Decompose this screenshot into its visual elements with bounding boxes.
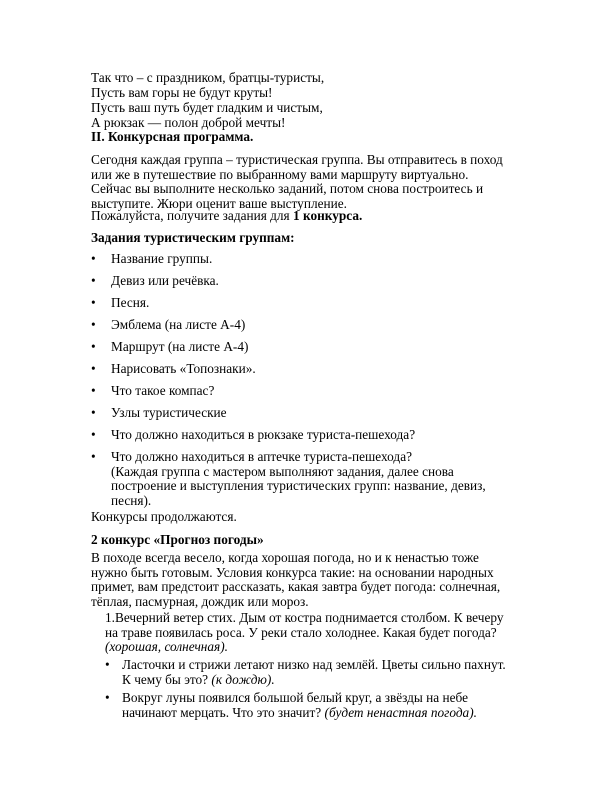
bullet-icon: • [91,339,96,354]
bullet-icon: • [91,405,96,420]
contest2-heading: 2 конкурс «Прогноз погоды» [91,532,264,547]
task-note: (Каждая группа с мастером выполняют задания, далее снова построение и выступления туристических групп: название, девиз, песня). [111,463,486,508]
section-heading: II. Конкурсная программа. [91,129,254,144]
answer-text: (будет ненастная погода). [324,704,477,720]
bullet-icon: • [91,383,96,398]
bullet-icon: • [105,657,110,672]
bullet-icon: • [91,273,96,288]
bullet-icon: • [91,317,96,332]
bullet-icon: • [91,295,96,310]
bullet-icon: • [91,251,96,266]
poem-line: Пусть вам горы не будут круты! [91,85,273,100]
poem [91,70,324,130]
get-tasks-line [91,208,362,224]
bullet-icon: • [91,449,96,464]
answer-text: (к дождю). [211,671,275,687]
bullet-icon: • [91,361,96,376]
answer-text: (хорошая, солнечная). [105,639,228,654]
document-page: Так что – с праздником, братцы-туристы, Пусть вам горы не будут круты! Пусть ваш путь будет гладким и чистым, А рюкзак — полон доброй мечты! II. Конкурсная программа. Сегодня каждая группа – туристическая группа. Вы отправитесь в поход или же в путешествие по выбранному вами маршруту виртуально. Сейчас вы выполните несколько заданий, потом снова построитесь и выступите. Жюри оценит ваше выступление. Пожалуйста, получите задания для 1 конкурса. Задания туристическим группам: • Название группы. • Девиз или речёвка. • Песня. • Эмблема (на листе А-4) • Маршрут (на листе А-4) • Нарисовать «Топознаки». • Что такое компас? • Узлы туристические • Что должно находиться в рюкзаке туриста-пешехода? • Что должно находиться в аптечке туриста-пешехода? (Каждая группа с мастером выполняют задания, далее снова построение и выступления туристических групп: название, девиз, песня). Конкурсы продолжаются. 2 конкурс «Прогноз погоды» В походе всегда весело, когда хорошая погода, но и к ненастью тоже нужно быть готовым. Условия конкурса такие: на основании народных примет, вам предстоит рассказать, какая завтра будет погода: солнечная, тёплая, пасмурная, дождик или мороз. 1.Вечерний ветер стих. Дым от костра поднимается столбом. К вечеру на траве появилась роса. У реки стало холоднее. Какая будет погода? (хорошая, солнечная). • Ласточки и стрижи летают низко над землёй. Цветы сильно пахнут. К чему бы это? (к дождю). • Вокруг луны появился большой белый круг, а звёзды на небе начинают мерцать. Что это значит? (будет ненастная погода). [0,0,612,792]
question-1: 1.Вечерний ветер стих. Дым от костра поднимается столбом. К вечеру на траве появилась роса. У реки стало холоднее. Какая будет погода? (хорошая, солнечная). [105,610,504,654]
poem-line: А рюкзак — полон доброй мечты! [91,115,286,130]
contest2-paragraph: В походе всегда весело, когда хорошая погода, но и к ненастью тоже нужно быть готовым. Условия конкурса такие: на основании народных примет, вам предстоит рассказать, какая завтра будет погода: солнечная, тёплая, пасмурная, дождик или мороз. [91,550,501,609]
bullet-icon: • [91,427,96,442]
tasks-heading: Задания туристическим группам: [91,230,295,245]
get-tasks-text: Пожалуйста, получите задания для [91,208,293,223]
bullet-icon: • [105,690,110,705]
contests-continue: Конкурсы продолжаются. [91,509,237,524]
get-tasks-contest: 1 конкурса. [293,208,363,223]
poem-line: Так что – с праздником, братцы-туристы, [91,70,325,85]
poem-line: Пусть ваш путь будет гладким и чистым, [91,100,323,115]
intro-paragraph: Сегодня каждая группа – туристическая группа. Вы отправитесь в поход или же в путешествие по выбранному вами маршруту виртуально. Сейчас вы выполните несколько заданий, потом снова построитесь и выступите. Жюри оценит ваше выступление. [91,152,503,211]
